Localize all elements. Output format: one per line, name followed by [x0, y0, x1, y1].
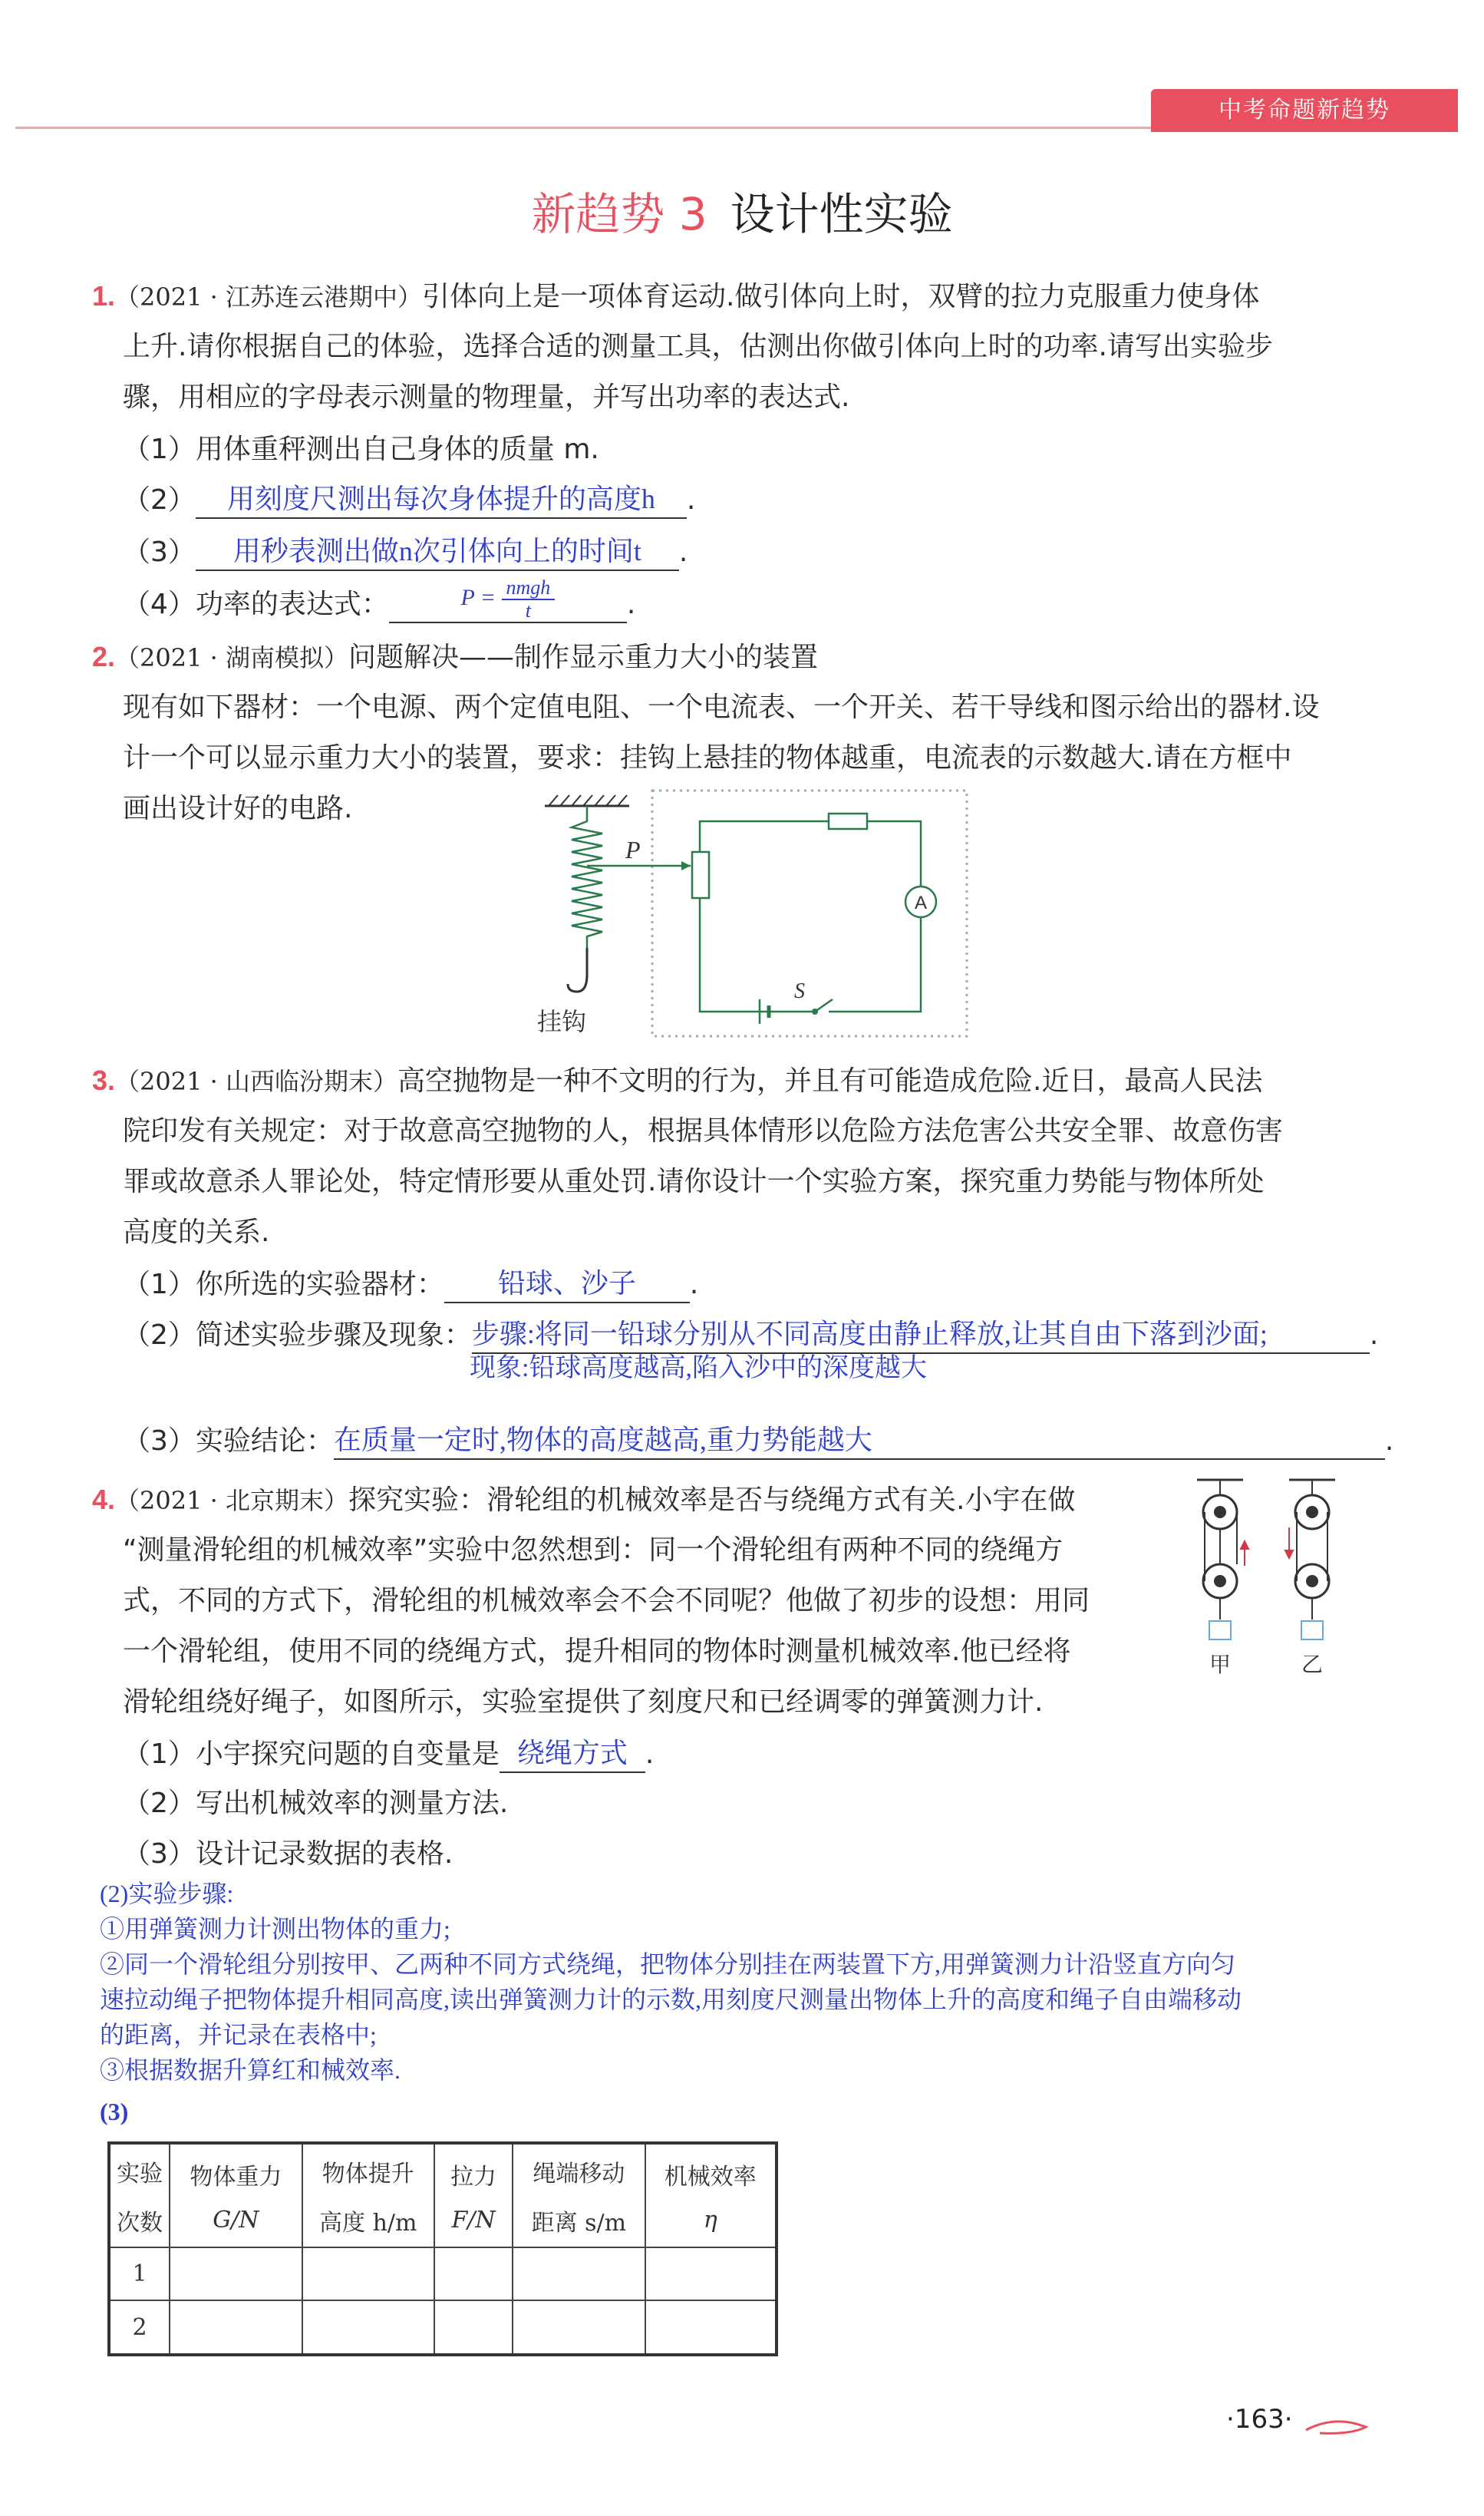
table-row	[109, 2247, 777, 2300]
q1-source: （2021 · 江苏连云港期中）	[115, 282, 422, 312]
rheostat	[692, 852, 709, 898]
page-title	[0, 178, 1484, 243]
fixed-resistor	[829, 814, 867, 829]
cell	[170, 2300, 302, 2355]
formula-lhs: P =	[460, 584, 496, 610]
th-distance	[513, 2143, 645, 2247]
cell	[302, 2247, 434, 2300]
q4-line3: 式，不同的方式下，滑轮组的机械效率会不会不同呢？他做了初步的设想：用同	[123, 1585, 1090, 1616]
q1-step3-answer: 用秒表测出做n次引体向上的时间t	[196, 533, 679, 571]
cell	[513, 2247, 645, 2300]
table-header-row	[109, 2143, 777, 2247]
cell	[645, 2247, 777, 2300]
th-trial	[109, 2143, 170, 2247]
q1-step2-answer: 用刻度尺测出每次身体提升的高度h	[196, 480, 687, 519]
yi-label: 乙	[1301, 1652, 1324, 1677]
q3-step1	[123, 1265, 698, 1303]
th-efficiency-a: 机械效率	[664, 2164, 757, 2191]
cell	[434, 2247, 513, 2300]
q2-circuit-figure	[529, 783, 974, 1044]
q4-answer-g: (3)	[100, 2098, 129, 2125]
th-weight-b: G/N	[213, 2207, 259, 2234]
q2-title: 问题解决——制作显示重力大小的装置	[348, 642, 819, 673]
q3-line2: 院印发有关规定：对于故意高空抛物的人，根据具体情形以危险方法危害公共安全罪、故意伤害	[123, 1115, 1284, 1147]
th-distance-a: 绳端移动	[533, 2160, 625, 2187]
yi-fixed-axle	[1306, 1506, 1318, 1518]
cell	[170, 2247, 302, 2300]
q3-step1-label: （1）你所选的实验器材：	[123, 1269, 444, 1300]
q4-step1-end: .	[645, 1738, 655, 1770]
q3-number: 3.	[92, 1065, 116, 1096]
q1-line2: 上升.请你根据自己的体验，选择合适的测量工具，估测出你做引体向上时的功率.请写出实验步	[123, 331, 1273, 362]
q3-step2	[123, 1316, 1378, 1354]
ammeter-label: A	[914, 893, 928, 913]
cell	[434, 2300, 513, 2355]
q2-source: （2021 · 湖南模拟）	[115, 643, 348, 672]
yi-pull-arrow	[1285, 1527, 1293, 1558]
q4-line2: “测量滑轮组的机械效率”实验中忽然想到：同一个滑轮组有两种不同的绕绳方	[123, 1534, 1064, 1566]
q3-step2-label: （2）简述实验步骤及现象：	[123, 1319, 472, 1351]
q1-step1: （1）用体重秤测出自己身体的质量 m.	[123, 434, 599, 465]
th-force-a: 拉力	[450, 2164, 497, 2191]
switch-label: S	[794, 979, 805, 1003]
th-weight	[170, 2143, 302, 2247]
q4-text: 探究实验：滑轮组的机械效率是否与绕绳方式有关.小宇在做	[348, 1484, 1076, 1516]
ceiling-hatch	[549, 795, 627, 806]
q1-step2-label: （2）	[123, 484, 196, 516]
q4-answer-e: 的距离，并记录在表格中;	[100, 2021, 377, 2049]
th-force	[434, 2143, 513, 2247]
th-height-a: 物体提升	[322, 2160, 414, 2187]
q2-line2: 计一个可以显示重力大小的装置，要求：挂钩上悬挂的物体越重，电流表的示数越大.请在方框中	[123, 742, 1292, 774]
q4-step1	[123, 1735, 654, 1773]
formula-denominator: t	[525, 599, 532, 622]
q4-step1-label: （1）小宇探究问题的自变量是	[123, 1738, 500, 1770]
q1-step3-end: .	[678, 537, 688, 568]
cell	[645, 2300, 777, 2355]
pointer-label: P	[625, 836, 641, 863]
q3-step1-end: .	[689, 1269, 699, 1300]
q3-step1-answer: 铅球、沙子	[444, 1265, 690, 1303]
q4-answer-b: ①用弹簧测力计测出物体的重力;	[100, 1915, 450, 1943]
q4-step1-answer: 绕绳方式	[500, 1735, 645, 1773]
q1-step2	[123, 480, 695, 519]
yi-moving-axle	[1306, 1575, 1318, 1587]
q4-line5: 滑轮组绕好绳子，如图所示，实验室提供了刻度尺和已经调零的弹簧测力计.	[123, 1686, 1044, 1718]
q4-source: （2021 · 北京期末）	[115, 1486, 348, 1515]
jia-pull-arrow	[1241, 1541, 1248, 1566]
q3-line3: 罪或故意杀人罪论处，特定情形要从重处罚.请你设计一个实验方案，探究重力势能与物体所处	[123, 1166, 1265, 1197]
q2-number: 2.	[92, 641, 116, 672]
formula-numerator: nmgh	[502, 577, 556, 600]
switch-blade	[815, 999, 833, 1012]
th-trial-a: 实验	[117, 2160, 163, 2187]
q3-step3-label: （3）实验结论：	[123, 1425, 334, 1457]
q4-answer-c: ②同一个滑轮组分别按甲、乙两种不同方式绕绳，把物体分别挂在两装置下方,用弹簧测力计沿竖直方向匀	[100, 1950, 1236, 1978]
q4-number: 4.	[92, 1484, 116, 1515]
q1-line1	[92, 278, 1259, 315]
q3-step2-answer2: 现象:铅球高度越高,陷入沙中的深度越大	[470, 1354, 927, 1382]
pulley-figure	[1182, 1474, 1366, 1704]
th-efficiency-b: η	[703, 2207, 717, 2234]
th-trial-b: 次数	[117, 2209, 163, 2237]
th-force-b: F/N	[451, 2207, 496, 2234]
th-weight-a: 物体重力	[190, 2164, 282, 2191]
q2-line3: 画出设计好的电路.	[123, 793, 353, 824]
spring	[572, 806, 602, 948]
table-row	[109, 2300, 777, 2355]
q3-step3-answer: 在质量一定时,物体的高度越高,重力势能越大	[334, 1421, 1385, 1460]
page-number: ·163·	[1226, 2404, 1293, 2435]
th-efficiency	[645, 2143, 777, 2247]
q3-line4: 高度的关系.	[123, 1217, 270, 1248]
q1-step4-end: .	[626, 589, 636, 620]
swoosh-path	[1306, 2422, 1366, 2433]
q4-line1	[92, 1481, 1075, 1519]
row1-trial: 1	[109, 2247, 170, 2300]
q3-step2-answer1: 步骤:将同一铅球分别从不同高度由静止释放,让其自由下落到沙面;	[472, 1316, 1370, 1354]
header-rule	[15, 127, 1159, 129]
circuit-wires	[700, 821, 921, 1012]
q2-line1: 现有如下器材：一个电源、两个定值电阻、一个电流表、一个开关、若干导线和图示给出的器材.设	[123, 692, 1320, 723]
q1-formula	[389, 577, 627, 623]
q1-number: 1.	[92, 280, 116, 312]
jia-fixed-axle	[1214, 1506, 1226, 1518]
hook	[568, 948, 587, 992]
q4-answer-a: (2)实验步骤:	[100, 1880, 234, 1907]
q3-text: 高空抛物是一种不文明的行为，并且有可能造成危险.近日，最高人民法	[397, 1065, 1263, 1097]
hook-label: 挂钩	[537, 1007, 587, 1036]
jia-label: 甲	[1209, 1652, 1232, 1677]
q2-line0	[92, 639, 818, 676]
record-table	[107, 2141, 778, 2356]
q4-answer-d: 速拉动绳子把物体提升相同高度,读出弹簧测力计的示数,用刻度尺测量出物体上升的高度和绳子自由端移动	[100, 1986, 1242, 2013]
cell	[513, 2300, 645, 2355]
q1-step3	[123, 533, 688, 571]
q1-text: 引体向上是一项体育运动.做引体向上时，双臂的拉力克服重力使身体	[422, 281, 1260, 312]
q3-step3	[123, 1421, 1393, 1460]
q3-step3-end: .	[1384, 1425, 1394, 1457]
th-height-b: 高度 h/m	[319, 2209, 417, 2237]
section-tab: 中考命题新趋势	[1151, 89, 1458, 132]
title-prefix: 新趋势 3	[531, 188, 707, 240]
q1-step2-end: .	[686, 484, 696, 516]
jia-weight	[1209, 1621, 1231, 1639]
q4-step2: （2）写出机械效率的测量方法.	[123, 1788, 509, 1819]
q1-line3: 骤，用相应的字母表示测量的物理量，并写出功率的表达式.	[123, 381, 850, 413]
th-distance-b: 距离 s/m	[531, 2209, 627, 2237]
yi-weight	[1301, 1621, 1323, 1639]
q3-step2-end: .	[1369, 1319, 1379, 1351]
cell	[302, 2300, 434, 2355]
q3-line1	[92, 1062, 1262, 1100]
q1-step4-label: （4）功率的表达式：	[123, 589, 389, 620]
formula-fraction	[502, 577, 556, 622]
row2-trial: 2	[109, 2300, 170, 2355]
q4-answer-f: ③根据数据升算红和械效率.	[100, 2056, 401, 2084]
q1-step3-label: （3）	[123, 537, 196, 568]
q4-line4: 一个滑轮组，使用不同的绕绳方式，提升相同的物体时测量机械效率.他已经将	[123, 1636, 1071, 1667]
q1-step4	[123, 577, 635, 623]
th-height	[302, 2143, 434, 2247]
jia-moving-axle	[1214, 1575, 1226, 1587]
q4-step3: （3）设计记录数据的表格.	[123, 1838, 453, 1870]
title-main: 设计性实验	[730, 188, 953, 240]
pointer-arrowhead	[681, 861, 691, 870]
page-swoosh-icon	[1304, 2410, 1374, 2441]
q3-source: （2021 · 山西临汾期末）	[115, 1067, 397, 1096]
